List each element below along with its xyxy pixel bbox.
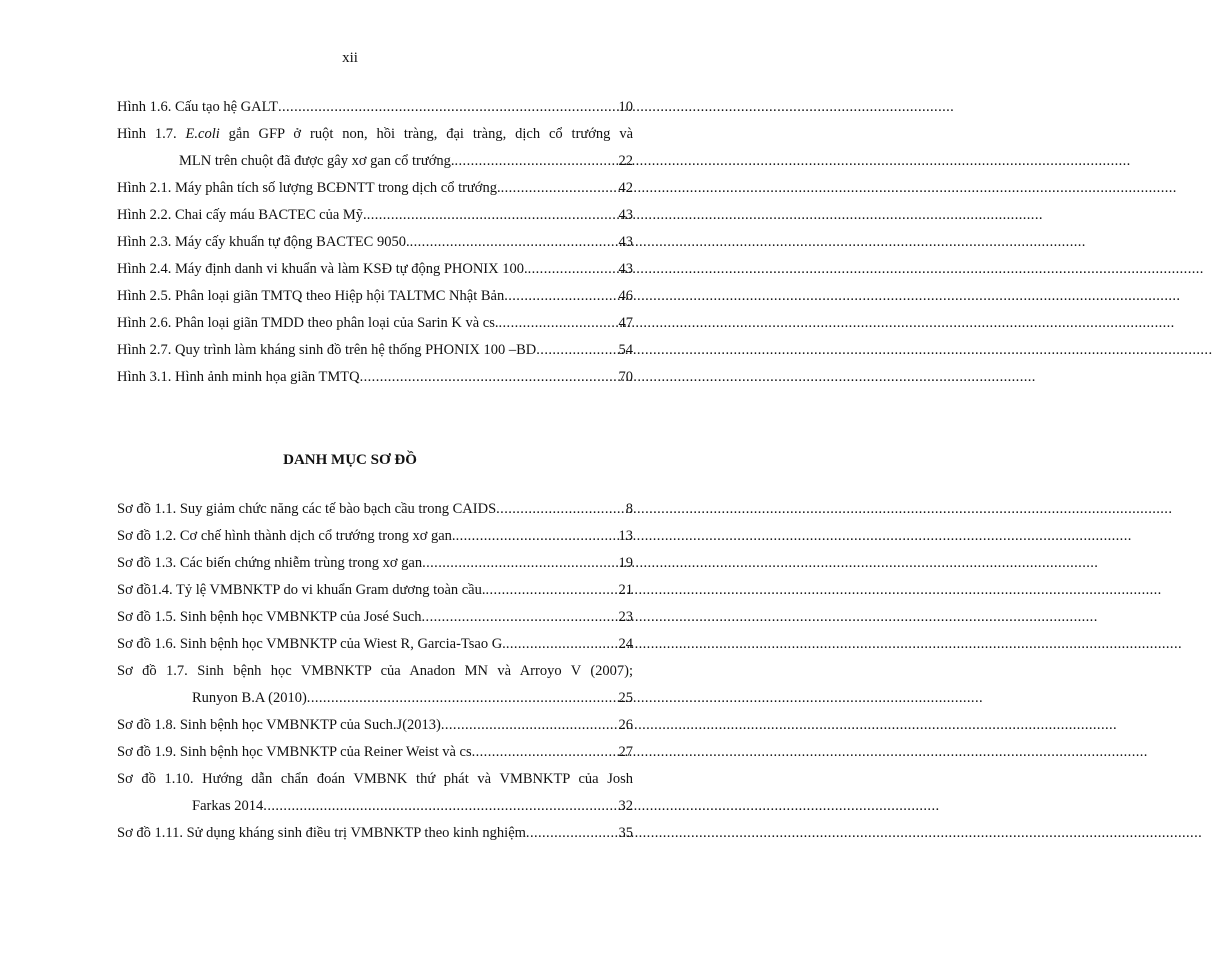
- toc-entry[interactable]: [117, 658, 633, 712]
- entry-page: 10: [618, 99, 633, 115]
- entry-page: 46: [618, 288, 633, 304]
- entry-page: 21: [618, 582, 633, 598]
- entry-title: Tỷ lệ VMBNKTP do vi khuẩn Gram dương toàn cầu.: [175, 582, 486, 598]
- leader-dots: [455, 148, 619, 175]
- entry-page: 22: [618, 153, 633, 169]
- entry-title: Sinh bệnh học VMBNKTP của Anadon MN và Arroyo V (2007);: [197, 663, 634, 679]
- entry-title: Sinh bệnh học VMBNKTP của José Such: [179, 609, 422, 625]
- leader-dots: [422, 550, 618, 577]
- toc-entry[interactable]: [117, 337, 633, 364]
- leader-dots: [528, 256, 619, 283]
- leader-dots: [360, 364, 619, 391]
- entry-label: Hình 1.7.: [117, 126, 177, 142]
- toc-entry[interactable]: [117, 631, 633, 658]
- entry-label: Hình 2.4.: [117, 261, 172, 277]
- leader-dots: [422, 604, 619, 631]
- entry-page: 27: [618, 744, 633, 760]
- entry-page: 54: [618, 342, 633, 358]
- leader-dots: [278, 94, 619, 121]
- entry-page: 35: [618, 825, 633, 841]
- entry-page: 24: [618, 636, 633, 652]
- entry-label: Sơ đồ 1.10.: [117, 771, 194, 787]
- entry-title: Cơ chế hình thành dịch cổ trướng trong xơ gan.: [179, 528, 456, 544]
- entry-page: 13: [618, 528, 633, 544]
- leader-dots: [501, 175, 619, 202]
- leader-dots: [506, 631, 619, 658]
- entry-label: Hình 2.6.: [117, 315, 172, 331]
- toc-entry[interactable]: [117, 496, 633, 523]
- entry-label: Sơ đồ 1.7.: [117, 663, 188, 679]
- entry-title: Chai cấy máu BACTEC của Mỹ.: [175, 207, 367, 223]
- entry-label: Sơ đồ 1.5.: [117, 609, 177, 625]
- leader-dots: [441, 712, 619, 739]
- entry-label: Hình 2.2.: [117, 207, 172, 223]
- entry-page: 42: [618, 180, 633, 196]
- toc-entry[interactable]: [117, 577, 633, 604]
- entry-title: Các biến chứng nhiễm trùng trong xơ gan: [179, 555, 423, 571]
- entry-title-continued: MLN trên chuột đã được gây xơ gan cổ trướng.: [179, 153, 455, 169]
- entry-page: 26: [618, 717, 633, 733]
- entry-page: 47: [618, 315, 633, 331]
- entry-title: Phân loại giãn TMTQ theo Hiệp hội TALTMC Nhật Bản: [175, 288, 505, 304]
- entry-label: Hình 3.1.: [117, 369, 172, 385]
- toc-entry[interactable]: [117, 202, 633, 229]
- list-of-diagrams: [117, 496, 633, 847]
- entry-title-continued: Farkas 2014: [192, 798, 264, 814]
- entry-label: Sơ đồ 1.11.: [117, 825, 183, 841]
- entry-title: Hình ảnh minh họa giãn TMTQ: [175, 369, 360, 385]
- entry-label: Sơ đồ1.4.: [117, 582, 173, 598]
- entry-title: Quy trình làm kháng sinh đồ trên hệ thống PHONIX 100 –BD: [175, 342, 537, 358]
- entry-title: Máy định danh vi khuẩn và làm KSĐ tự động PHONIX 100.: [175, 261, 528, 277]
- entry-title: Cấu tạo hệ GALT: [175, 99, 278, 115]
- toc-entry[interactable]: [117, 766, 633, 820]
- entry-title: Sinh bệnh học VMBNKTP của Reiner Weist và cs: [179, 744, 472, 760]
- entry-page: 70: [618, 369, 633, 385]
- toc-entry[interactable]: [117, 175, 633, 202]
- toc-entry[interactable]: [117, 604, 633, 631]
- leader-dots: [496, 496, 626, 523]
- toc-entry[interactable]: [117, 820, 633, 847]
- entry-title: Máy cấy khuẩn tự động BACTEC 9050.: [175, 234, 410, 250]
- entry-page: 19: [618, 555, 633, 571]
- toc-entry[interactable]: [117, 283, 633, 310]
- leader-dots: [367, 202, 619, 229]
- leader-dots: [526, 820, 619, 847]
- entry-label: Sơ đồ 1.6.: [117, 636, 177, 652]
- toc-entry[interactable]: [117, 121, 633, 175]
- toc-entry[interactable]: [117, 364, 633, 391]
- entry-title-continued: Runyon B.A (2010): [192, 690, 307, 706]
- entry-label: Sơ đồ 1.8.: [117, 717, 177, 733]
- toc-entry[interactable]: [117, 712, 633, 739]
- leader-dots: [307, 685, 619, 712]
- entry-label: Hình 2.7.: [117, 342, 172, 358]
- leader-dots: [472, 739, 619, 766]
- section-title: DANH MỤC SƠ ĐỒ: [283, 452, 417, 468]
- entry-page: 23: [618, 609, 633, 625]
- entry-page: 43: [618, 207, 633, 223]
- leader-dots: [536, 337, 618, 364]
- entry-page: 43: [618, 234, 633, 250]
- entry-title: Sinh bệnh học VMBNKTP của Such.J(2013): [179, 717, 441, 733]
- entry-page: 32: [618, 798, 633, 814]
- leader-dots: [486, 577, 619, 604]
- entry-label: Hình 2.3.: [117, 234, 172, 250]
- entry-title: Hướng dẫn chẩn đoán VMBNK thứ phát và VMBNKTP của Josh: [202, 771, 634, 787]
- entry-label: Hình 2.5.: [117, 288, 172, 304]
- entry-page: 25: [618, 690, 633, 706]
- toc-entry[interactable]: [117, 310, 633, 337]
- leader-dots: [456, 523, 619, 550]
- entry-page: 8: [625, 501, 633, 517]
- entry-label: Sơ đồ 1.1.: [117, 501, 177, 517]
- toc-entry[interactable]: [117, 523, 633, 550]
- entry-title: gắn GFP ở ruột non, hồi tràng, đại tràng, dịch cổ trướng và: [228, 126, 634, 142]
- toc-entry[interactable]: [117, 739, 633, 766]
- toc-entry[interactable]: [117, 94, 633, 121]
- toc-entry[interactable]: [117, 256, 633, 283]
- leader-dots: [504, 283, 618, 310]
- leader-dots: [499, 310, 619, 337]
- entry-title-italic: E.coli: [185, 126, 220, 142]
- entry-title: Máy phân tích số lượng BCĐNTT trong dịch cổ trướng.: [175, 180, 501, 196]
- leader-dots: [263, 793, 618, 820]
- entry-page: 43: [618, 261, 633, 277]
- entry-label: Hình 1.6.: [117, 99, 172, 115]
- entry-title: Suy giảm chức năng các tế bào bạch cầu trong CAIDS: [179, 501, 497, 517]
- entry-title: Phân loại giãn TMDD theo phân loại của Sarin K và cs.: [175, 315, 499, 331]
- entry-title: Sinh bệnh học VMBNKTP của Wiest R, Garcia-Tsao G.: [179, 636, 506, 652]
- toc-entry[interactable]: [117, 229, 633, 256]
- entry-label: Sơ đồ 1.2.: [117, 528, 177, 544]
- entry-label: Hình 2.1.: [117, 180, 172, 196]
- entry-label: Sơ đồ 1.3.: [117, 555, 177, 571]
- list-of-figures: [117, 94, 633, 391]
- leader-dots: [410, 229, 619, 256]
- page-number: xii: [342, 50, 358, 66]
- entry-title: Sử dụng kháng sinh điều trị VMBNKTP theo kinh nghiệm: [186, 825, 526, 841]
- entry-label: Sơ đồ 1.9.: [117, 744, 177, 760]
- toc-entry[interactable]: [117, 550, 633, 577]
